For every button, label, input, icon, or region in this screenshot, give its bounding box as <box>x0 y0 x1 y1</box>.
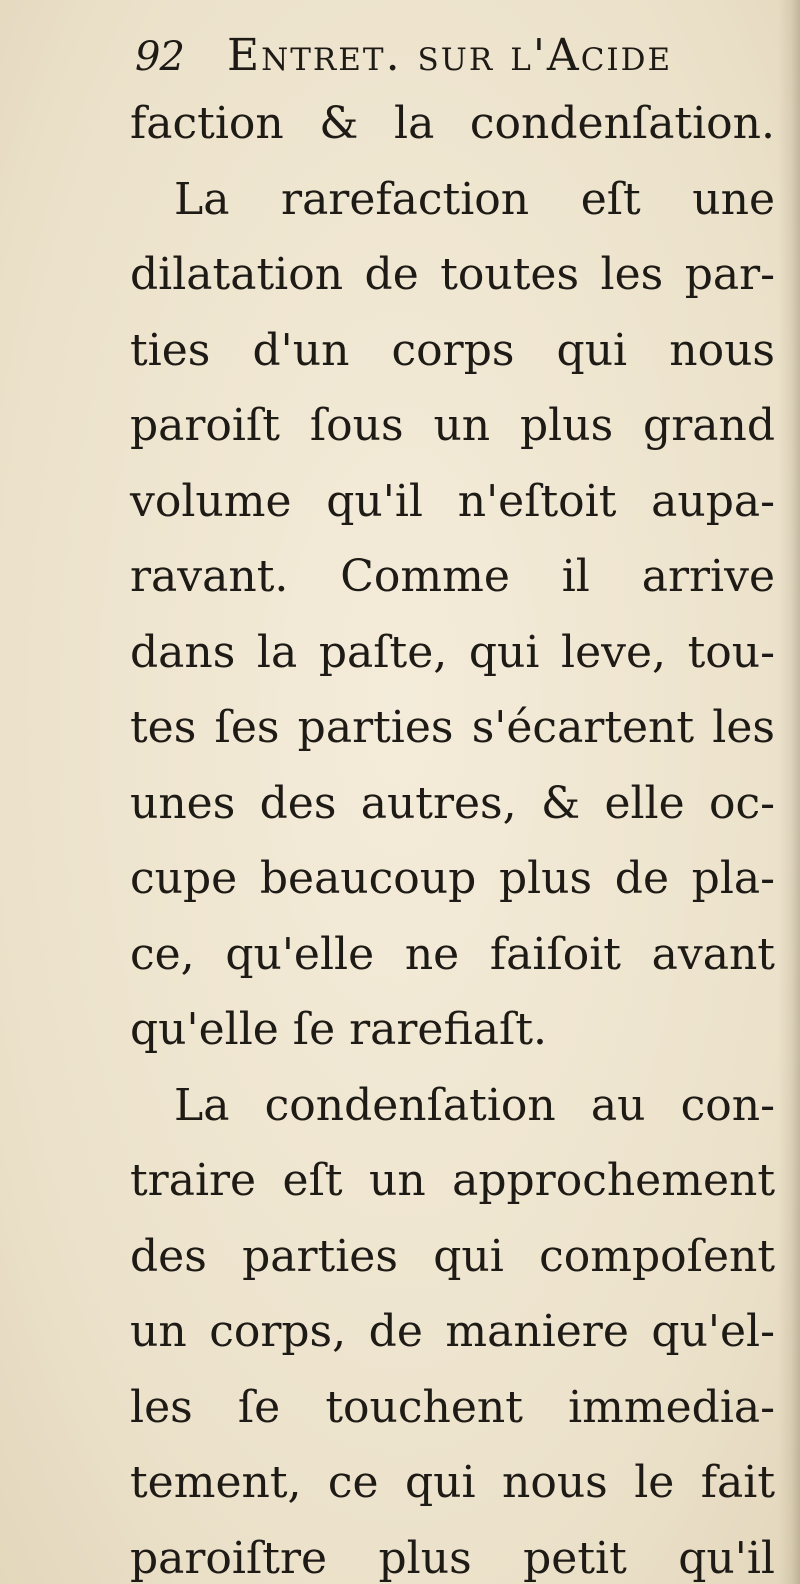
page-number: 92 <box>135 34 184 80</box>
text-line: volume qu'il n'eſtoit aupa- <box>130 475 775 527</box>
text-line: ce, qu'elle ne faiſoit avant <box>130 928 775 980</box>
text-line: paroiſt ſous un plus grand <box>130 400 775 451</box>
text-line: un corps, de maniere qu'el- <box>130 1306 775 1357</box>
text-line: paroiſtre plus petit qu'il <box>130 1532 775 1584</box>
text-line: des parties qui compoſent <box>130 1230 775 1282</box>
text-line: qu'elle ſe rarefiaſt. <box>130 1004 547 1055</box>
text-line: tes ſes parties s'écartent les <box>130 702 775 753</box>
text-line: ties d'un corps qui nous <box>130 324 775 376</box>
text-line: faction & la condenſation. <box>130 98 775 149</box>
text-line: tement, ce qui nous le fait <box>130 1457 775 1508</box>
text-line: les ſe touchent immedia- <box>130 1381 775 1433</box>
text-line: dilatation de toutes les par- <box>130 249 775 300</box>
text-line: cupe beaucoup plus de pla- <box>130 853 775 904</box>
text-line: unes des autres, & elle oc- <box>130 777 775 829</box>
page-header <box>135 20 775 90</box>
page-edge-shadow <box>778 0 800 1584</box>
body-text <box>130 86 775 1584</box>
text-line: traire eſt un approchement <box>130 1155 775 1206</box>
text-line: La condenſation au con- <box>174 1079 775 1131</box>
running-title: Entret. sur l'Acide <box>227 30 673 81</box>
text-line: La rarefaction eſt une <box>174 173 775 225</box>
text-line: dans la paſte, qui leve, tou- <box>130 626 775 678</box>
text-line: ravant. Comme il arrive <box>130 551 775 602</box>
